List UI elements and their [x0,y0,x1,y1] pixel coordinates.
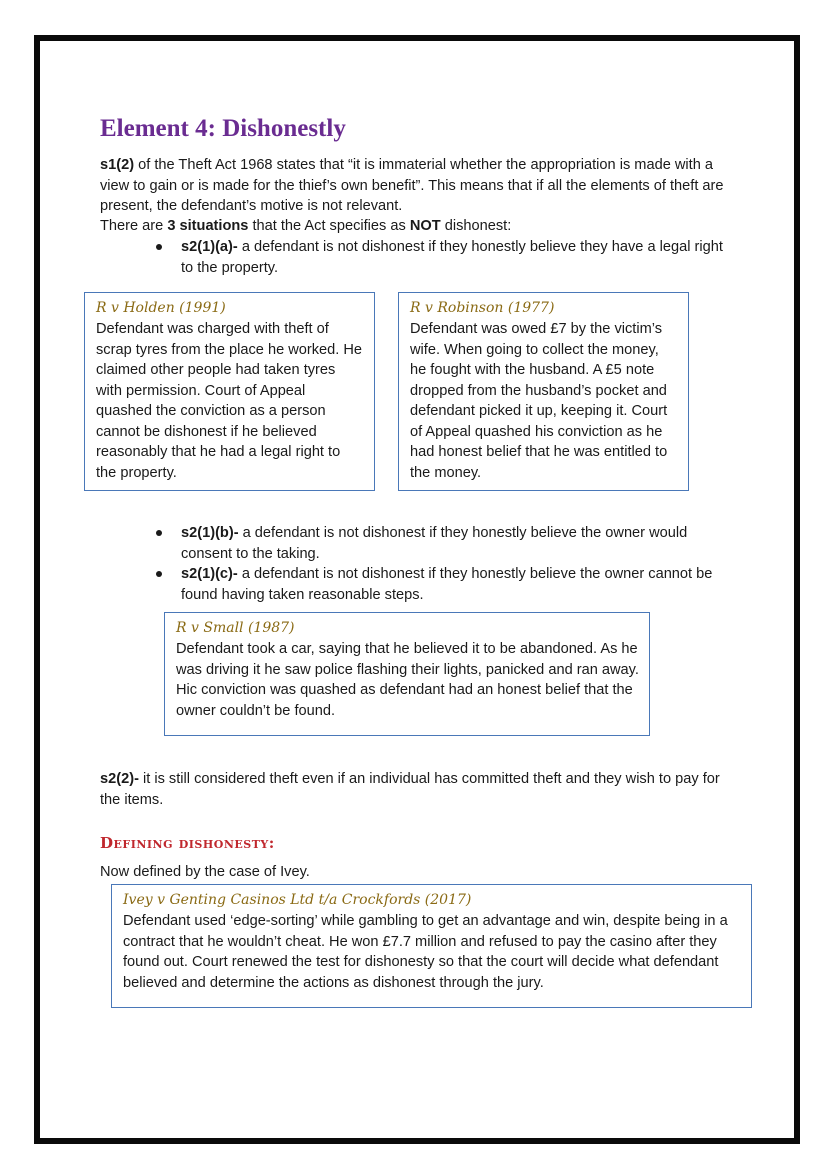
bullet-label: s2(1)(c)- [181,566,238,582]
case-body: Defendant took a car, saying that he believed it to be abandoned. As he was driving it he saw police flashing their lights, panicked and ran away. Hic conviction was quashed as defendant had an honest belief that the owner couldn’t be found. [176,641,639,719]
bullet-list-a [156,237,736,278]
bullet-list-bc [156,523,736,605]
bullet-dot-icon [156,571,162,577]
situations-line [100,216,740,237]
intro-paragraph [100,155,740,217]
situations-count: 3 situations [167,218,249,234]
section-s2-2-label: s2(2)- [100,771,139,787]
bullet-text: a defendant is not dishonest if they honestly believe they have a legal right to the property. [181,239,723,276]
list-item [156,564,736,605]
case-body: Defendant was charged with theft of scrap tyres from the place he worked. He claimed other people had taken tyres with permission. Court of Appeal quashed the conviction as a person cannot be dishonest if he believed reasonably that he had a legal right to the property. [96,321,363,481]
bullet-label: s2(1)(b)- [181,525,239,541]
list-item [156,237,736,278]
situations-not: NOT [409,218,441,234]
bullet-label: s2(1)(a)- [181,239,238,255]
case-box-small [164,612,650,736]
bullet-dot-icon [156,530,162,536]
page-title: Element 4: Dishonestly [100,115,346,142]
case-box-robinson [398,292,689,491]
case-title: Ivey v Genting Casinos Ltd t/a Crockfords (2017) [123,892,472,908]
defining-text: Now defined by the case of Ivey. [100,864,310,880]
bullet-text: a defendant is not dishonest if they honestly believe the owner would consent to the taking. [181,525,688,562]
defining-dishonesty-heading: Defining dishonesty: [100,834,275,852]
bullet-dot-icon [156,244,162,250]
section-s1-2-label: s1(2) [100,157,135,173]
case-title: R v Robinson (1977) [410,300,555,316]
case-box-holden [84,292,375,491]
bullet-text: a defendant is not dishonest if they honestly believe the owner cannot be found having taken reasonable steps. [181,566,713,603]
situations-pre: There are [100,218,168,234]
section-s2-2-text: it is still considered theft even if an individual has committed theft and they wish to pay for the items. [100,771,720,808]
case-body: Defendant was owed £7 by the victim’s wife. When going to collect the money, he fought with the husband. A £5 note dropped from the husband’s pocket and defendant picked it up, keeping it. Court of Appeal quashed his conviction as he had honest belief that he was entitled to the money. [410,321,668,481]
list-item [156,523,736,564]
situations-post: dishonest: [440,218,512,234]
section-s1-2-text: of the Theft Act 1968 states that “it is immaterial whether the appropriation is made with a view to gain or is made for the thief’s own benefit”. This means that if all the elements of theft are present, the defendant’s motive is not relevant. [100,157,724,214]
case-title: R v Small (1987) [176,620,295,636]
case-box-ivey [111,884,752,1008]
case-body: Defendant used ‘edge-sorting’ while gambling to get an advantage and win, despite being in a contract that he wouldn’t cheat. He won £7.7 million and refused to pay the casino after they found out. Court renewed the test for dishonesty so that the court will decide what defendant believed and determine the actions as dishonest through the jury. [123,913,728,991]
case-title: R v Holden (1991) [96,300,226,316]
situations-mid: that the Act specifies as [248,218,410,234]
s2-2-paragraph [100,769,740,810]
